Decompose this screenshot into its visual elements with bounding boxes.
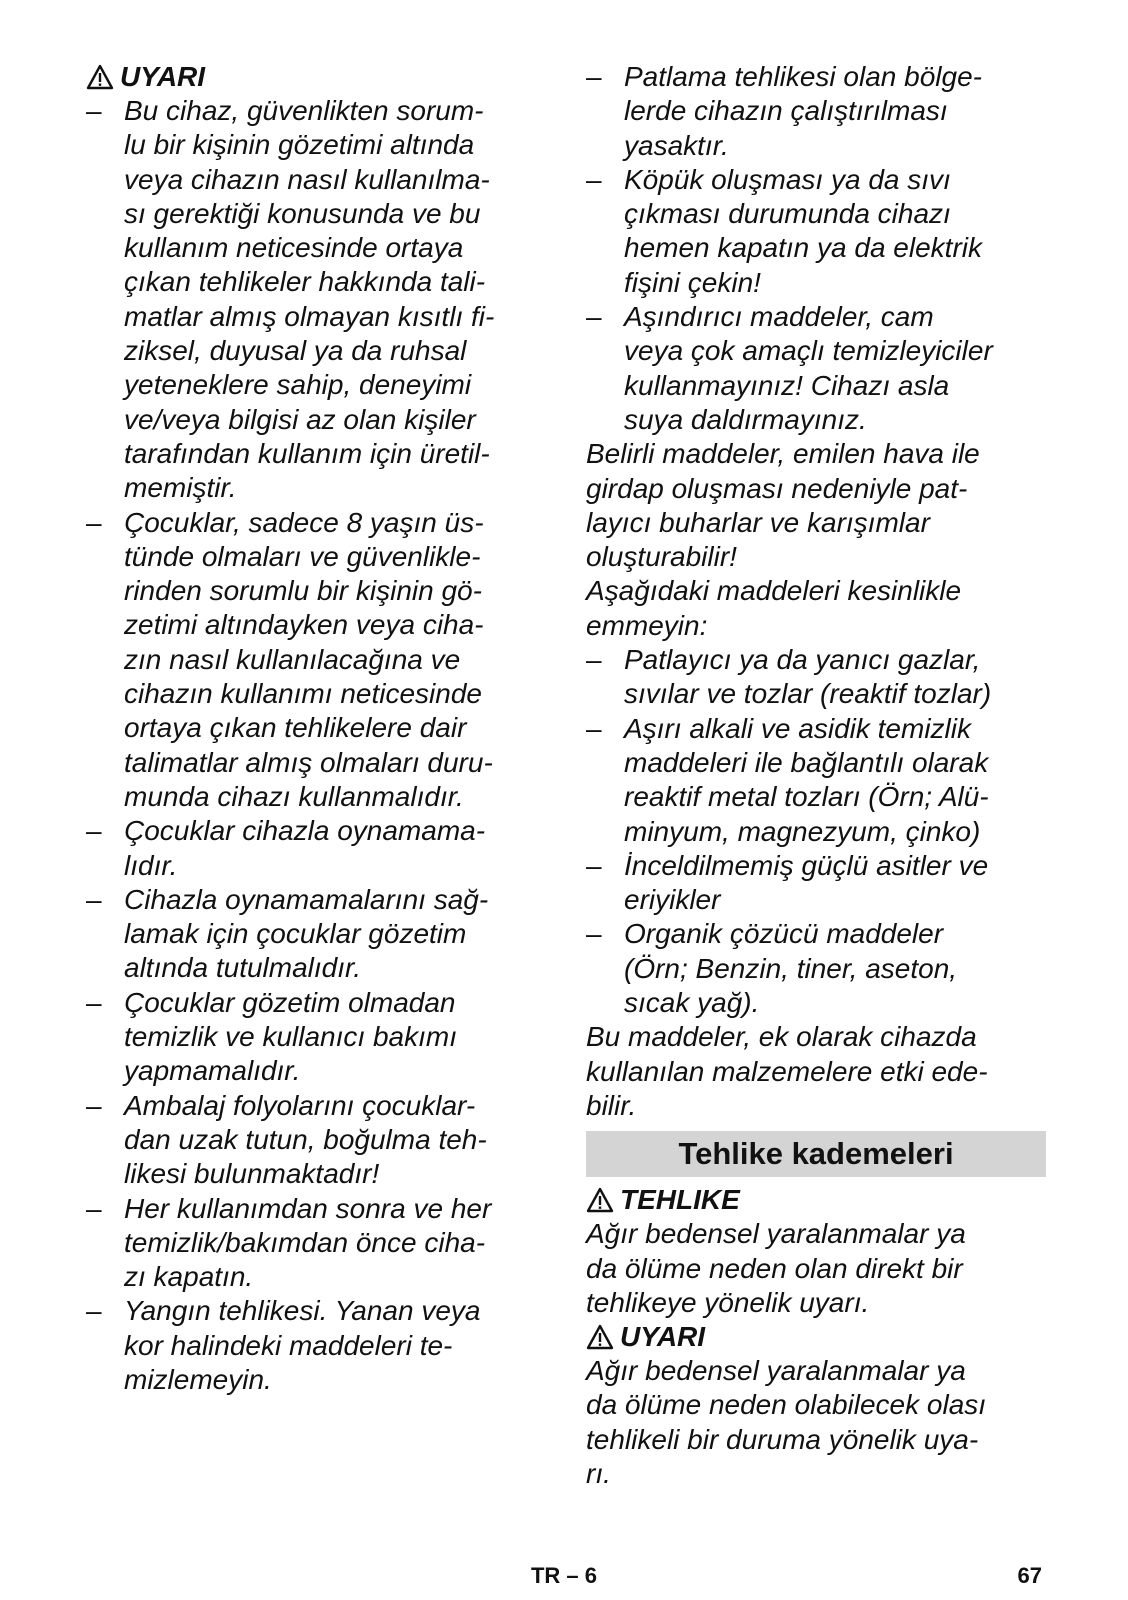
explosion-note: Belirli maddeler, emilen hava ile girdap oluşması nedeniyle pat- layıcı buharlar ve karışımlar oluşturabilir! [586,438,980,573]
material-note: Bu maddeler, ek olarak cihazda kullanılan malzemelere etki ede- bilir. [586,1021,988,1121]
list-item [86,986,546,1089]
list-dash: – [86,1192,102,1224]
list-item-text: Çocuklar cihazla oynamama- lıdır. [124,815,486,881]
list-dash: – [86,506,102,538]
list-dash: – [86,986,102,1018]
list-dash: – [86,883,102,915]
danger-description: Ağır bedensel yaralanmalar ya da ölüme neden olan direkt bir tehlikeye yönelik uyarı. [586,1218,966,1318]
list-item-text: Çocuklar, sadece 8 yaşın üs- tünde olmaları ve güvenlikle- rinden sorumlu bir kişinin gö- zetimi altındayken veya ciha- zın nasıl kullanılacağına ve cihazın kullanımı neticesinde ortaya çıkan tehlikelere dair talimatlar almış olmaları duru- munda cihazı kullanmalıdır. [124,506,493,812]
list-item [586,712,1046,849]
list-item [586,300,1046,437]
list-item-text: Çocuklar gözetim olmadan temizlik ve kullanıcı bakımı yapmamalıdır. [124,986,457,1087]
danger-heading-text: TEHLIKE [620,1184,740,1216]
warning-triangle-icon [86,64,114,90]
footer-language-section: TR – 6 [530,1563,598,1588]
list-dash: – [86,95,102,126]
right-column [586,60,1046,1491]
list-item-text: Köpük oluşması ya da sıvı çıkması durumunda cihazı hemen kapatın ya da elektrik fişini çekin! [624,163,982,298]
warning-triangle-icon [586,1187,614,1213]
list-item [586,163,1046,300]
list-item [586,60,1046,163]
list-dash: – [586,301,602,333]
list-dash: – [86,1089,102,1121]
warning-level-description: Ağır bedensel yaralanmalar ya da ölüme neden olabilecek olası tehlikeli bir duruma yönelik uya- rı. [586,1355,987,1489]
danger-heading [586,1183,1046,1217]
list-item-text: Patlayıcı ya da yanıcı gazlar, sıvılar ve tozlar (reaktif tozlar) [624,644,992,710]
list-item-text: Organik çözücü maddeler (Örn; Benzin, tiner, aseton, sıcak yağ). [624,918,958,1019]
list-item [586,643,1046,712]
list-item-text: Cihazla oynamamalarını sağ- lamak için çocuklar gözetim altında tutulmalıdır. [124,883,489,984]
list-item [586,917,1046,1020]
list-item-text: Ambalaj folyolarını çocuklar- dan uzak tutun, boğulma teh- likesi bulunmaktadır! [124,1089,487,1190]
list-dash: – [586,849,602,881]
list-item-text: Her kullanımdan sonra ve her temizlik/bakımdan önce ciha- zı kapatın. [124,1192,492,1293]
list-item [86,1089,546,1192]
list-item [586,849,1046,918]
hazard-list [586,60,1046,437]
list-item-text: İnceldilmemiş güçlü asitler ve eriyikler [624,849,989,916]
section-title: Tehlike kademeleri [586,1131,1046,1177]
left-column [86,60,546,1397]
warning-level-heading-text: UYARI [620,1321,706,1353]
list-dash: – [586,61,602,92]
forbidden-intro: Aşağıdaki maddeleri kesinlikle emmeyin: [586,575,962,641]
list-item-text: Bu cihaz, güvenlikten sorum- lu bir kişinin gözetimi altında veya cihazın nasıl kullanılma- sı gerektiği konusunda ve bu kullanım neticesinde ortaya çıkan tehlikeler hakkında tali- matlar almış olmayan kısıtlı fi- ziksel, duyusal ya da ruhsal yeteneklere sahip, deneyimi ve/veya bilgisi az olan kişiler tarafından kullanım için üretil- memiştir. [124,95,495,504]
warning-heading [86,60,546,94]
list-item [86,94,546,506]
list-dash: – [586,163,602,195]
list-dash: – [86,815,102,847]
list-item-text: Yangın tehlikesi. Yanan veya kor halindeki maddeleri te- mizlemeyin. [124,1295,481,1395]
page-number: 67 [1017,1563,1042,1588]
list-item [86,506,546,815]
list-item-text: Aşındırıcı maddeler, cam veya çok amaçlı temizleyiciler kullanmayınız! Cihazı asla suya daldırmayınız. [624,301,993,435]
list-item-text: Aşırı alkali ve asidik temizlik maddeleri ile bağlantılı olarak reaktif metal tozları (Örn; Alü- minyum, magnezyum, çinko) [624,712,989,847]
forbidden-substances-list [586,643,1046,1020]
list-dash: – [586,644,602,676]
list-dash: – [86,1295,102,1327]
list-item [86,1294,546,1397]
warning-heading-text: UYARI [120,61,206,92]
list-dash: – [586,712,602,744]
list-item [86,883,546,986]
list-item [86,1192,546,1295]
warning-triangle-icon [586,1324,614,1350]
list-item-text: Patlama tehlikesi olan bölge- lerde cihazın çalıştırılması yasaktır. [624,61,982,161]
warning-list [86,94,546,1397]
warning-level-heading [586,1320,1046,1354]
list-dash: – [586,918,602,950]
list-item [86,814,546,883]
